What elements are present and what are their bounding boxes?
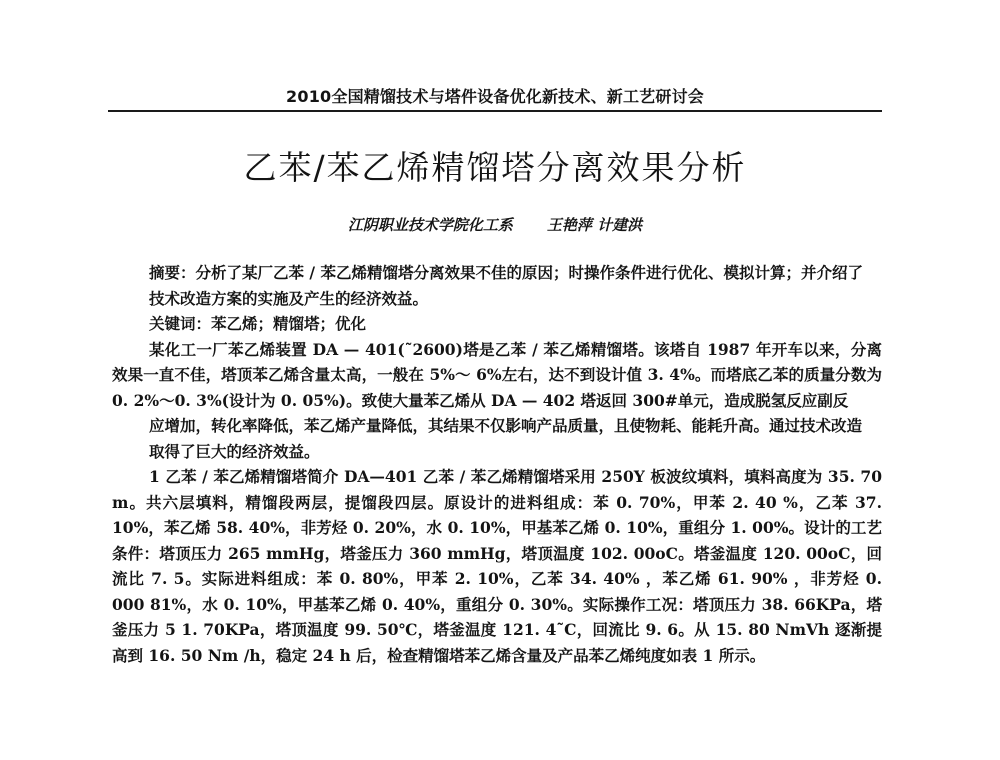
abstract	[112, 260, 882, 286]
keywords-text: 苯乙烯；精馏塔；优化	[211, 314, 367, 333]
paper-title: 乙苯/苯乙烯精馏塔分离效果分析	[243, 148, 747, 187]
header-rule	[108, 110, 882, 112]
paragraph-intro: 某化工一厂苯乙烯装置 DA — 401(˜2600)塔是乙苯 / 苯乙烯精馏塔。该塔自 1987 年开车以来，分离效果一直不佳，塔顶苯乙烯含量太高，一般在 5%～ 6%左右，达不到设计值 3. 4%。而塔底乙苯的质量分数为 0. 2%～0. 3%(设计为 0. 05%)。致使大量苯乙烯从 DA — 402 塔返回 300#单元，造成脱氢反应副反	[112, 339, 882, 410]
keywords	[112, 311, 882, 337]
paragraph-column-description: 1 乙苯 / 苯乙烯精馏塔简介 DA—401 乙苯 / 苯乙烯精馏塔采用 250Y 板波纹填料，填料高度为 35. 70 m。共六层填料，精馏段两层，提馏段四层。原设计的进料组成：苯 0. 70%，甲苯 2. 40 %，乙苯 37. 10%，苯乙烯 58. 40%，非芳烃 0. 20%，水 0. 10%，甲基苯乙烯 0. 10%，重组分 1. 00%。设计的工艺条件：塔顶压力 265 mmHg，塔釜压力 360 mmHg，塔顶温度 102. 00oC。塔釜温度 120. 00oC，回流比 7. 5。实际进料组成：苯 0. 80%，甲苯 2. 10%，乙苯 34. 40% ，苯乙烯 61. 90% ，非芳烃 0. 000 81%，水 0. 10%，甲基苯乙烯 0. 40%，重组分 0. 30%。实际操作工况：塔顶压力 38. 66KPa，塔釜压力 5 1. 70KPa，塔顶温度 99. 50℃，塔釜温度 121. 4˜C，回流比 9. 6。从 15. 80 NmVh 逐渐提高到 16. 50 Nm /h，稳定 24 h 后，检查精馏塔苯乙烯含量及产品苯乙烯纯度如表 1 所示。	[112, 467, 882, 665]
author-line	[108, 214, 882, 235]
abstract-text: 分析了某厂乙苯 / 苯乙烯精馏塔分离效果不佳的原因；时操作条件进行优化、模拟计算；并介绍了	[195, 263, 863, 282]
paper-body	[112, 260, 882, 668]
abstract-label: 摘要：	[149, 263, 196, 282]
keywords-label: 关键词：	[149, 314, 212, 333]
paragraph-benefit: 取得了巨大的经济效益。	[149, 441, 320, 461]
conference-header: 2010全国精馏技术与塔件设备优化新技术、新工艺研讨会	[286, 87, 704, 106]
paragraph-consequence: 应增加，转化率降低，苯乙烯产量降低，其结果不仅影响产品质量，且使物耗、能耗升高。通过技术改造	[149, 416, 863, 435]
author-names: 王艳萍 计建洪	[546, 216, 643, 234]
affiliation: 江阴职业技术学院化工系	[347, 216, 513, 234]
abstract-continuation: 技术改造方案的实施及产生的经济效益。	[149, 288, 429, 308]
